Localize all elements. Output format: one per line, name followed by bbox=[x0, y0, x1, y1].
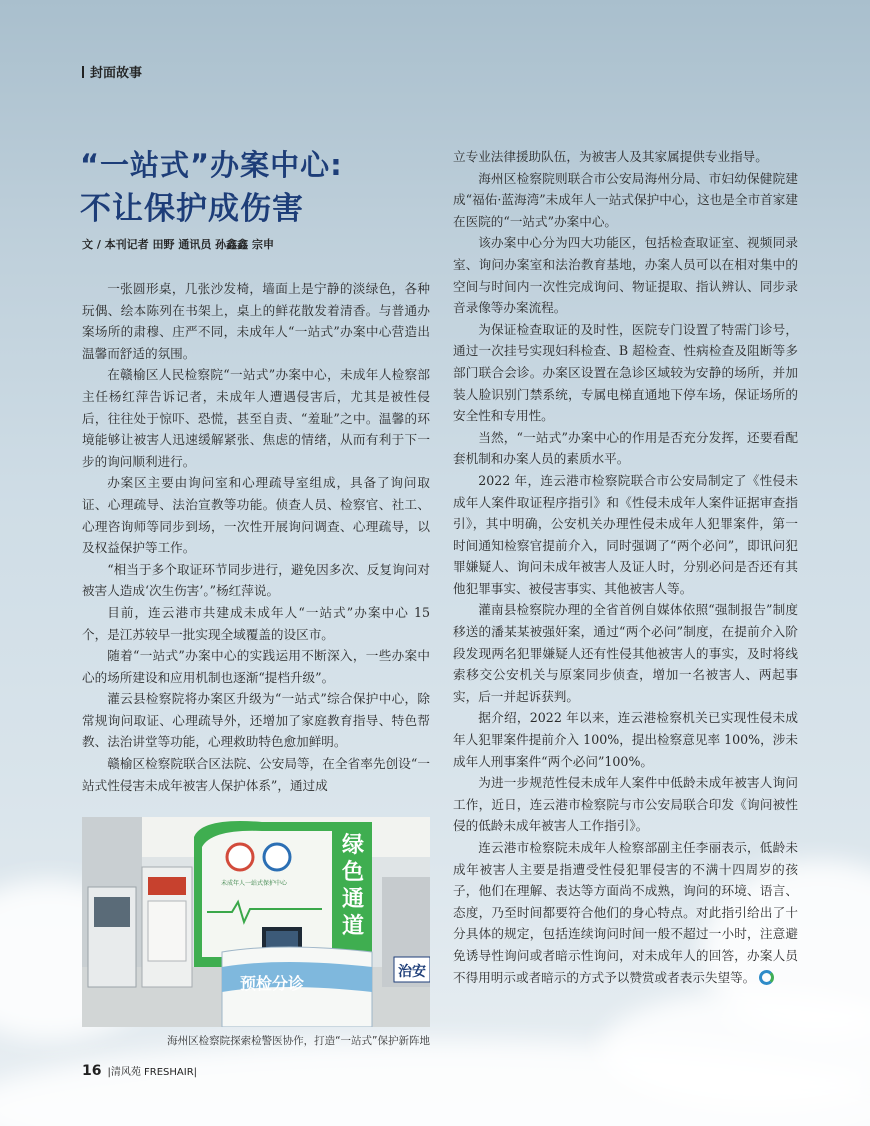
magazine-name: |清风苑 FRESHAIR| bbox=[107, 1067, 198, 1078]
paragraph: 一张圆形桌，几张沙发椅，墙面上是宁静的淡绿色，各种玩偶、绘本陈列在书架上，桌上的鲜花散发着清香。与普通办案场所的肃穆、庄严不同，未成年人“一站式”办案中心营造出温馨而舒适的氛围。 bbox=[82, 281, 430, 361]
paragraph: 在赣榆区人民检察院“一站式”办案中心，未成年人检察部主任杨红萍告诉记者，未成年人遭遇侵害后，尤其是被性侵后，往往处于惊吓、恐慌，甚至自责、“羞耻”之中。温馨的环境能够让被害人迅速缓解紧张、焦虑的情绪，从而有利于下一步的询问顺利进行。 bbox=[82, 367, 430, 469]
side-sign: 治安 bbox=[398, 964, 426, 980]
left-column bbox=[82, 278, 430, 796]
right-column bbox=[453, 146, 798, 988]
page-number: 16 bbox=[82, 1063, 102, 1079]
section-text: 封面故事 bbox=[90, 66, 143, 81]
section-label bbox=[82, 62, 142, 81]
paragraph: 该办案中心分为四大功能区，包括检查取证室、视频同录室、询问办案室和法治教育基地，办案人员可以在相对集中的空间与时间内一次性完成询问、物证提取、指认辨认、同步录音录像等办案流程。 bbox=[453, 235, 798, 316]
title-line-2: 不让保护成伤害 bbox=[80, 191, 304, 227]
title-line-1: “一站式”办案中心: bbox=[80, 148, 343, 182]
wall-text: 未成年人一站式保护中心 bbox=[220, 880, 288, 887]
sign-char: 色 bbox=[342, 860, 365, 885]
paragraph: 据介绍，2022 年以来，连云港检察机关已实现性侵未成年人犯罪案件提前介入 100%，提出检察意见率 100%，涉未成年人刑事案件“两个必问”100%。 bbox=[453, 710, 798, 769]
paragraph: 海州区检察院则联合市公安局海州分局、市妇幼保健院建成“福佑·蓝海湾”未成年人一站式保护中心，这也是全市首家建在医院的“一站式”办案中心。 bbox=[453, 170, 798, 229]
paragraph: 灌南县检察院办理的全省首例自媒体依照“强制报告”制度移送的潘某某被强奸案，通过“两个必问”制度，在提前介入阶段发现两名犯罪嫌疑人还有性侵其他被害人的事实，及时将线索移交公安机关与原案同步侦查，增加一名被害人、两起事实，后一并起诉获判。 bbox=[453, 602, 798, 704]
photo-caption: 海州区检察院探索检警医协作，打造“一站式”保护新阵地 bbox=[167, 1035, 430, 1047]
paragraph: 赣榆区检察院联合区法院、公安局等，在全省率先创设“一站式性侵害未成年被害人保护体系”，通过成 bbox=[82, 756, 430, 793]
paragraph: 随着“一站式”办案中心的实践运用不断深入，一些办案中心的场所建设和应用机制也逐渐“提档升级”。 bbox=[82, 648, 430, 685]
sign-char: 道 bbox=[342, 914, 365, 939]
paragraph: 当然，“一站式”办案中心的作用是否充分发挥，还要看配套机制和办案人员的素质水平。 bbox=[453, 429, 798, 467]
photo-illustration bbox=[82, 817, 430, 1027]
paragraph: 立专业法律援助队伍，为被害人及其家属提供专业指导。 bbox=[453, 149, 768, 164]
article-photo bbox=[82, 817, 430, 1027]
end-mark-icon bbox=[759, 970, 774, 985]
byline: 文 / 本刊记者 田野 通讯员 孙鑫鑫 宗申 bbox=[82, 238, 274, 251]
sign-char: 通 bbox=[342, 887, 365, 912]
last-paragraph bbox=[453, 837, 798, 988]
paragraph: 为保证检查取证的及时性，医院专门设置了特需门诊号，通过一次挂号实现妇科检查、B 超检查、性病检查及阻断等多部门联合会诊。办案区设置在急诊区域较为安静的场所，并加装人脸识别门禁系统，专属电梯直通地下停车场，保证场所的安全性和专用性。 bbox=[453, 321, 798, 424]
paragraph: 2022 年，连云港市检察院联合市公安局制定了《性侵未成年人案件取证程序指引》和《性侵未成年人案件证据审查指引》，其中明确，公安机关办理性侵未成年人犯罪案件，第一时间通知检察官提前介入，同时强调了“两个必问”，即讯问犯罪嫌疑人、询问未成年被害人及证人时，分别必问是否还有其他犯罪事实、被侵害事实、其他被害人等。 bbox=[453, 472, 798, 596]
paragraph: “相当于多个取证环节同步进行，避免因多次、反复询问对被害人造成‘次生伤害’。”杨红萍说。 bbox=[82, 561, 430, 599]
sign-char: 绿 bbox=[342, 833, 365, 858]
page-footer bbox=[82, 1063, 197, 1079]
paragraph: 目前，连云港市共建成未成年人“一站式”办案中心 15 个，是江苏较早一批实现全域覆盖的设区市。 bbox=[82, 604, 430, 642]
paragraph: 办案区主要由询问室和心理疏导室组成，具备了询问取证、心理疏导、法治宣教等功能。侦查人员、检察官、社工、心理咨询师等同步到场，一次性开展询问调查、心理疏导，以及权益保护等工作。 bbox=[82, 475, 430, 556]
paragraph-text: 连云港市检察院未成年人检察部副主任李丽表示，低龄未成年被害人主要是指遭受性侵犯罪侵害的不满十四周岁的孩子，他们在理解、表达等方面尚不成熟，询问的环境、语言、态度，乃至时间都要符合他们的身心特点。对此指引给出了十分具体的规定，包括连续询问时间一般不超过一小时，注意避免诱导性询问或者暗示性询问，对未成年人的回答，办案人员不得用明示或者暗示的方式予以赞赏或者表示失望等。 bbox=[453, 840, 798, 985]
desk-sign: 预检分诊 bbox=[240, 974, 305, 993]
paragraph: 灌云县检察院将办案区升级为“一站式”综合保护中心，除常规询问取证、心理疏导外，还增加了家庭教育指导、特色帮教、法治讲堂等功能，心理救助特色愈加鲜明。 bbox=[82, 691, 430, 750]
section-bar bbox=[82, 66, 84, 78]
paragraph: 为进一步规范性侵未成年人案件中低龄未成年被害人询问工作，近日，连云港市检察院与市公安局联合印发《询问被性侵的低龄未成年被害人工作指引》。 bbox=[453, 775, 798, 834]
